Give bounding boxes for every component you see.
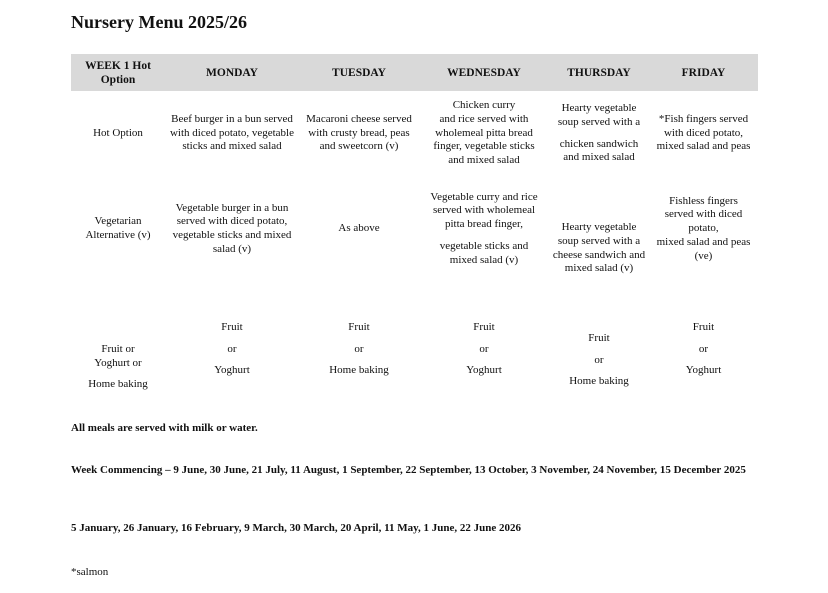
veg-wednesday-line: pitta bread finger, bbox=[444, 218, 524, 231]
hot-wednesday bbox=[419, 91, 549, 176]
hot-thursday-line: soup served with a bbox=[557, 115, 641, 128]
veg-friday-line: potato, bbox=[688, 222, 719, 235]
row-label-fruit bbox=[71, 282, 165, 425]
fruit-tuesday bbox=[299, 282, 419, 425]
fruit-option: Fruit bbox=[588, 331, 610, 344]
milk-note: All meals are served with milk or water. bbox=[71, 422, 258, 434]
fruit-option: or bbox=[479, 342, 489, 355]
hot-wednesday-line: finger, vegetable sticks bbox=[433, 140, 535, 153]
fruit-option: Fruit bbox=[221, 320, 243, 333]
veg-wednesday-line: Vegetable curry and rice bbox=[430, 190, 538, 203]
table-row-hot-option bbox=[71, 91, 758, 176]
fruit-option: or bbox=[227, 342, 237, 355]
fruit-thursday bbox=[549, 282, 649, 425]
veg-thursday-line: cheese sandwich and bbox=[552, 248, 646, 261]
row-label-vegetarian: Vegetarian Alternative (v) bbox=[85, 215, 151, 241]
veg-friday-line: served with diced bbox=[664, 208, 743, 221]
veg-friday-line: mixed salad and peas bbox=[656, 235, 751, 248]
veg-tuesday: As above bbox=[338, 222, 380, 235]
veg-thursday bbox=[549, 176, 649, 282]
fruit-option: Yoghurt bbox=[466, 364, 502, 377]
fruit-option: Home baking bbox=[569, 375, 629, 388]
hot-tuesday: Macaroni cheese served with crusty bread, peas and sweetcorn (v) bbox=[306, 112, 412, 153]
hot-wednesday-line: Chicken curry bbox=[452, 99, 516, 112]
hot-friday: *Fish fingers served with diced potato, mixed salad and peas bbox=[656, 112, 751, 153]
fruit-label-line: Fruit or bbox=[101, 342, 135, 355]
veg-wednesday-line: mixed salad (v) bbox=[449, 253, 519, 266]
menu-table bbox=[71, 54, 758, 425]
fruit-option: Fruit bbox=[473, 320, 495, 333]
veg-friday-line: Fishless fingers bbox=[669, 194, 738, 207]
veg-friday bbox=[649, 176, 758, 282]
veg-friday-line: (ve) bbox=[694, 249, 713, 262]
fruit-monday bbox=[165, 282, 299, 425]
fruit-option: or bbox=[698, 342, 709, 355]
header-tuesday: TUESDAY bbox=[299, 54, 419, 91]
veg-thursday-line: soup served with a bbox=[557, 234, 641, 247]
hot-wednesday-line: and mixed salad bbox=[448, 154, 520, 167]
header-friday: FRIDAY bbox=[649, 54, 758, 91]
fruit-label-line: Home baking bbox=[88, 378, 148, 391]
header-monday: MONDAY bbox=[165, 54, 299, 91]
header-week: WEEK 1 Hot Option bbox=[71, 54, 165, 91]
fruit-option: Yoghurt bbox=[685, 364, 722, 377]
page-title: Nursery Menu 2025/26 bbox=[71, 12, 247, 32]
fruit-label-line: Yoghurt or bbox=[94, 356, 142, 369]
veg-wednesday bbox=[419, 176, 549, 282]
table-row-vegetarian bbox=[71, 176, 758, 282]
veg-thursday-line: mixed salad (v) bbox=[564, 262, 634, 275]
fruit-wednesday bbox=[419, 282, 549, 425]
veg-wednesday-line: served with wholemeal bbox=[432, 204, 536, 217]
fruit-option: or bbox=[594, 353, 604, 366]
table-row-fruit bbox=[71, 282, 758, 425]
hot-thursday-line: Hearty vegetable bbox=[561, 102, 637, 115]
hot-wednesday-line: and rice served with bbox=[439, 112, 529, 125]
fruit-option: Fruit bbox=[348, 320, 370, 333]
fruit-option: or bbox=[354, 342, 364, 355]
header-wednesday: WEDNESDAY bbox=[419, 54, 549, 91]
week-commencing-note: Week Commencing – 9 June, 30 June, 21 July, 11 August, 1 September, 22 September, 13 October, 3 November, 24 November, 15 December 2025 bbox=[71, 464, 746, 476]
footnote: *salmon bbox=[71, 566, 109, 578]
row-label-hot: Hot Option bbox=[93, 126, 143, 139]
veg-thursday-line: Hearty vegetable bbox=[561, 221, 637, 234]
fruit-option: Yoghurt bbox=[214, 364, 250, 377]
hot-thursday-line: chicken sandwich bbox=[559, 137, 639, 150]
fruit-friday bbox=[649, 282, 758, 425]
hot-thursday-line: and mixed salad bbox=[563, 151, 635, 164]
fruit-option: Home baking bbox=[329, 364, 389, 377]
fruit-option: Fruit bbox=[692, 320, 715, 333]
dates-2026-note: 5 January, 26 January, 16 February, 9 March, 30 March, 20 April, 11 May, 1 June, 22 June 2026 bbox=[71, 522, 522, 534]
veg-wednesday-line: vegetable sticks and bbox=[439, 239, 529, 252]
veg-monday: Vegetable burger in a bun served with diced potato, vegetable sticks and mixed salad (v) bbox=[172, 201, 292, 255]
hot-wednesday-line: wholemeal pitta bread bbox=[435, 126, 533, 139]
hot-monday: Beef burger in a bun served with diced potato, vegetable sticks and mixed salad bbox=[169, 112, 294, 153]
header-thursday: THURSDAY bbox=[549, 54, 649, 91]
hot-thursday bbox=[549, 91, 649, 176]
header-row bbox=[71, 54, 758, 91]
